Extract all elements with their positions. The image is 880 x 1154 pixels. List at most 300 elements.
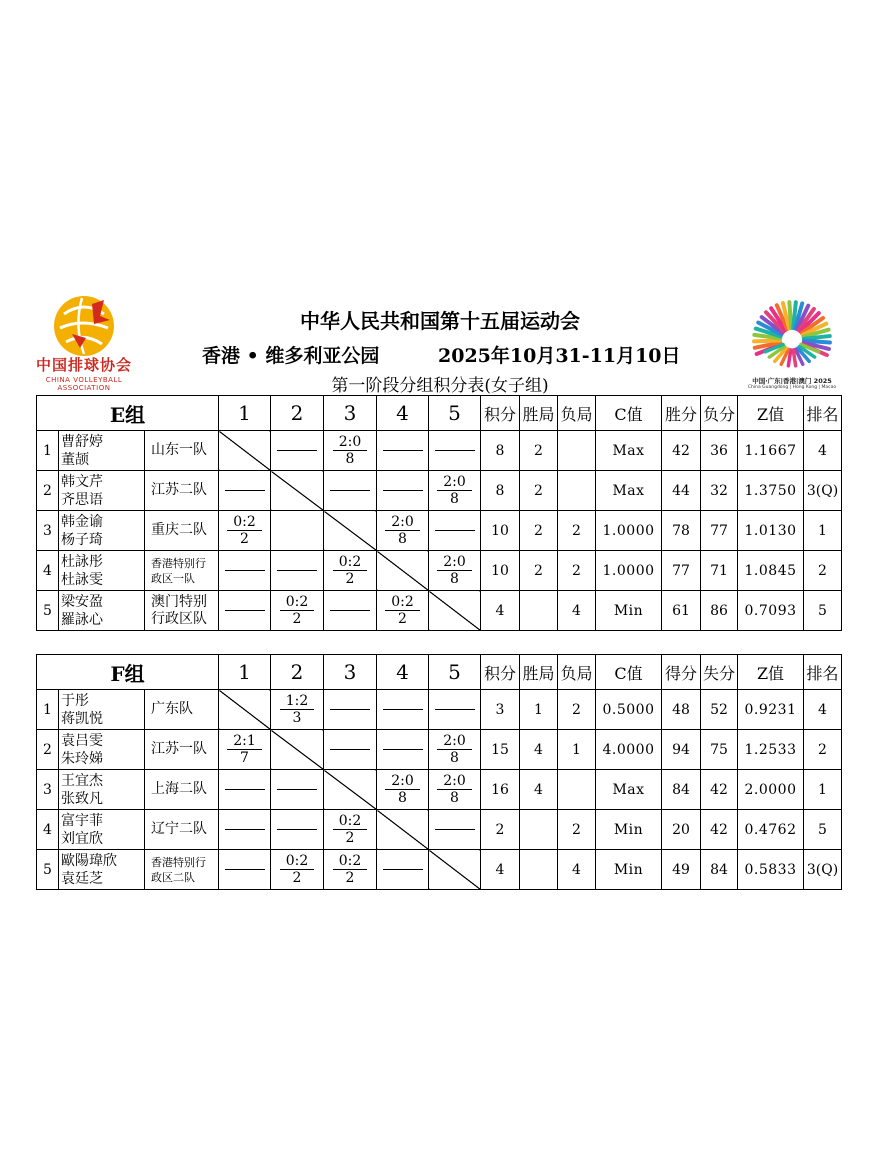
player-names xyxy=(59,730,145,770)
dash-line xyxy=(383,869,423,870)
team-name: 重庆二队 xyxy=(145,511,219,551)
sets-lost-cell: 2 xyxy=(558,810,596,850)
dash-line xyxy=(277,789,317,790)
column-header: Z值 xyxy=(738,396,804,431)
match-points: 8 xyxy=(345,451,355,467)
row-index: 3 xyxy=(37,770,59,810)
points-for-cell: 48 xyxy=(662,690,701,730)
pending-match-cell xyxy=(377,431,429,471)
column-header: 3 xyxy=(324,396,377,431)
match-result-cell xyxy=(429,551,481,591)
match-score: 0:2 xyxy=(280,594,315,611)
match-points: 2 xyxy=(345,571,355,587)
player-name: 梁安盈 xyxy=(61,593,103,610)
player-names xyxy=(59,770,145,810)
column-header: 积分 xyxy=(481,655,520,690)
sets-lost-cell: 2 xyxy=(558,551,596,591)
team-row xyxy=(37,770,842,810)
match-score: 1:2 xyxy=(280,693,315,710)
c-value-cell: Max xyxy=(596,471,662,511)
z-value-cell: 0.4762 xyxy=(738,810,804,850)
match-points: 8 xyxy=(398,790,407,806)
pending-match-cell xyxy=(377,730,429,770)
self-match-cell xyxy=(219,431,271,471)
self-match-cell xyxy=(377,810,429,850)
column-header: 2 xyxy=(271,655,324,690)
points-cell: 10 xyxy=(481,551,520,591)
pending-match-cell xyxy=(429,511,481,551)
pending-match-cell xyxy=(377,471,429,511)
match-result xyxy=(333,853,368,886)
sets-won-cell: 2 xyxy=(520,431,558,471)
dash-line xyxy=(330,490,370,491)
points-against-cell: 42 xyxy=(701,770,738,810)
match-score: 2:0 xyxy=(333,434,368,451)
team-row xyxy=(37,551,842,591)
pending-match-cell xyxy=(324,690,377,730)
z-value-cell: 0.5833 xyxy=(738,850,804,890)
player-names xyxy=(59,551,145,591)
points-for-cell: 20 xyxy=(662,810,701,850)
column-header: 排名 xyxy=(804,396,842,431)
c-value-cell: 4.0000 xyxy=(596,730,662,770)
event-title: 中华人民共和国第十五届运动会 xyxy=(300,309,580,333)
points-against-cell: 52 xyxy=(701,690,738,730)
sets-lost-cell xyxy=(558,431,596,471)
player-name: 羅詠心 xyxy=(61,611,103,628)
points-cell: 16 xyxy=(481,770,520,810)
team-name xyxy=(145,850,219,890)
games-logo-caption: 中国·广东|香港|澳门 2025 xyxy=(752,377,832,385)
match-result-cell xyxy=(219,511,271,551)
column-header: 得分 xyxy=(662,655,701,690)
points-for-cell: 42 xyxy=(662,431,701,471)
points-against-cell: 36 xyxy=(701,431,738,471)
team-row xyxy=(37,511,842,551)
player-name: 曹舒婷 xyxy=(61,433,103,450)
points-cell: 8 xyxy=(481,471,520,511)
column-header: Z值 xyxy=(738,655,804,690)
match-result xyxy=(227,733,262,766)
dash-line xyxy=(277,570,317,571)
row-index: 4 xyxy=(37,810,59,850)
team-name: 江苏一队 xyxy=(145,730,219,770)
points-for-cell: 49 xyxy=(662,850,701,890)
points-for-cell: 61 xyxy=(662,591,701,631)
self-match-cell xyxy=(324,511,377,551)
points-for-cell: 94 xyxy=(662,730,701,770)
match-result-cell xyxy=(429,471,481,511)
match-result xyxy=(437,554,472,587)
sets-won-cell: 1 xyxy=(520,690,558,730)
self-match-cell xyxy=(324,770,377,810)
row-index: 2 xyxy=(37,471,59,511)
points-against-cell: 32 xyxy=(701,471,738,511)
venue: 香港 • 维多利亚公园 xyxy=(202,345,380,367)
match-score: 2:0 xyxy=(437,733,472,750)
team-row xyxy=(37,591,842,631)
match-result-cell xyxy=(429,770,481,810)
table-subtitle: 第一阶段分组积分表(女子组) xyxy=(331,376,549,396)
player-names xyxy=(59,511,145,551)
c-value-cell: Min xyxy=(596,591,662,631)
column-header: 2 xyxy=(271,396,324,431)
match-points: 3 xyxy=(292,710,302,726)
points-against-cell: 84 xyxy=(701,850,738,890)
group-f-table xyxy=(36,654,842,890)
rank-cell: 3(Q) xyxy=(804,850,842,890)
match-result xyxy=(385,514,420,547)
match-score: 2:0 xyxy=(385,514,420,531)
rank-cell: 1 xyxy=(804,770,842,810)
row-index: 1 xyxy=(37,690,59,730)
points-cell: 4 xyxy=(481,850,520,890)
column-header: 失分 xyxy=(701,655,738,690)
z-value-cell: 1.3750 xyxy=(738,471,804,511)
column-header: 3 xyxy=(324,655,377,690)
dash-line xyxy=(383,450,423,451)
self-match-cell xyxy=(219,690,271,730)
points-cell: 10 xyxy=(481,511,520,551)
header-row xyxy=(37,655,842,690)
rank-cell: 2 xyxy=(804,551,842,591)
player-names xyxy=(59,591,145,631)
sets-lost-cell xyxy=(558,471,596,511)
points-against-cell: 71 xyxy=(701,551,738,591)
dash-line xyxy=(435,829,475,830)
match-score: 0:2 xyxy=(227,514,262,531)
rank-cell: 2 xyxy=(804,730,842,770)
row-index: 4 xyxy=(37,551,59,591)
pending-match-cell xyxy=(324,471,377,511)
pending-match-cell xyxy=(324,730,377,770)
column-header: 5 xyxy=(429,396,481,431)
points-against-cell: 42 xyxy=(701,810,738,850)
match-result xyxy=(437,733,472,766)
match-score: 2:0 xyxy=(437,474,472,491)
c-value-cell: Max xyxy=(596,431,662,471)
pending-match-cell xyxy=(271,551,324,591)
match-score: 0:2 xyxy=(333,853,368,870)
points-against-cell: 77 xyxy=(701,511,738,551)
match-points: 8 xyxy=(398,531,407,547)
match-result-cell xyxy=(324,810,377,850)
pending-match-cell xyxy=(219,471,271,511)
dash-line xyxy=(383,749,423,750)
points-against-cell: 86 xyxy=(701,591,738,631)
match-result-cell xyxy=(324,431,377,471)
sets-won-cell: 2 xyxy=(520,471,558,511)
dash-line xyxy=(225,490,265,491)
column-header: 排名 xyxy=(804,655,842,690)
row-index: 3 xyxy=(37,511,59,551)
match-points: 8 xyxy=(450,750,459,766)
team-name-line: 政区一队 xyxy=(151,571,195,585)
player-name: 张致凡 xyxy=(61,790,103,807)
rank-cell: 4 xyxy=(804,690,842,730)
z-value-cell: 0.9231 xyxy=(738,690,804,730)
pending-match-cell xyxy=(377,850,429,890)
column-header: 负局 xyxy=(558,655,596,690)
team-name-line: 行政区队 xyxy=(151,610,207,627)
match-result xyxy=(385,594,420,627)
sets-lost-cell xyxy=(558,770,596,810)
row-index: 5 xyxy=(37,850,59,890)
player-name: 歐陽瑋欣 xyxy=(61,852,117,869)
sets-lost-cell: 1 xyxy=(558,730,596,770)
event-dates: 2025年10月31-11月10日 xyxy=(438,345,681,367)
team-row xyxy=(37,471,842,511)
points-cell: 3 xyxy=(481,690,520,730)
points-for-cell: 78 xyxy=(662,511,701,551)
match-result-cell xyxy=(271,591,324,631)
match-result xyxy=(227,514,262,547)
points-cell: 2 xyxy=(481,810,520,850)
points-for-cell: 77 xyxy=(662,551,701,591)
points-against-cell: 75 xyxy=(701,730,738,770)
match-points: 8 xyxy=(450,790,459,806)
rank-cell: 1 xyxy=(804,511,842,551)
player-name: 富宇菲 xyxy=(61,812,103,829)
match-points: 2 xyxy=(292,611,302,627)
team-name: 广东队 xyxy=(145,690,219,730)
match-result-cell xyxy=(377,511,429,551)
dash-line xyxy=(383,490,423,491)
self-match-cell xyxy=(377,551,429,591)
match-result xyxy=(385,773,420,806)
self-match-cell xyxy=(271,471,324,511)
sets-lost-cell: 2 xyxy=(558,511,596,551)
column-header: 1 xyxy=(219,655,271,690)
rank-cell: 4 xyxy=(804,431,842,471)
match-score: 0:2 xyxy=(280,853,315,870)
sets-lost-cell: 4 xyxy=(558,591,596,631)
rank-cell: 5 xyxy=(804,591,842,631)
row-index: 5 xyxy=(37,591,59,631)
match-points: 2 xyxy=(398,611,407,627)
match-points: 8 xyxy=(450,571,459,587)
pending-match-cell xyxy=(219,551,271,591)
pending-match-cell xyxy=(271,770,324,810)
column-header: 胜局 xyxy=(520,655,558,690)
dash-line xyxy=(383,709,423,710)
dash-line xyxy=(225,869,265,870)
sets-won-cell: 2 xyxy=(520,551,558,591)
player-name: 袁廷芝 xyxy=(61,870,103,887)
self-match-cell xyxy=(429,850,481,890)
match-score: 0:2 xyxy=(333,813,368,830)
match-result-cell xyxy=(429,730,481,770)
team-name: 辽宁二队 xyxy=(145,810,219,850)
match-result xyxy=(437,474,472,507)
z-value-cell: 2.0000 xyxy=(738,770,804,810)
pending-match-cell xyxy=(219,810,271,850)
match-result xyxy=(280,693,315,726)
z-value-cell: 1.1667 xyxy=(738,431,804,471)
self-match-cell xyxy=(429,591,481,631)
row-index: 2 xyxy=(37,730,59,770)
column-header: 胜分 xyxy=(662,396,701,431)
team-name: 山东一队 xyxy=(145,431,219,471)
player-names xyxy=(59,471,145,511)
column-header: 5 xyxy=(429,655,481,690)
dash-line xyxy=(435,530,475,531)
z-value-cell: 0.7093 xyxy=(738,591,804,631)
team-row xyxy=(37,431,842,471)
match-score: 0:2 xyxy=(333,554,368,571)
header-row xyxy=(37,396,842,431)
match-result-cell xyxy=(219,730,271,770)
dash-line xyxy=(225,789,265,790)
match-result xyxy=(437,773,472,806)
player-names xyxy=(59,431,145,471)
team-name-line: 香港特别行 xyxy=(151,556,206,570)
group-name: E组 xyxy=(37,396,219,431)
team-name-line: 澳门特别 xyxy=(151,593,207,610)
player-name: 韩金谕 xyxy=(61,513,103,530)
dash-line xyxy=(225,610,265,611)
match-score: 2:1 xyxy=(227,733,262,750)
team-name xyxy=(145,591,219,631)
match-result xyxy=(280,594,315,627)
dash-line xyxy=(277,829,317,830)
player-name: 于彤 xyxy=(61,692,89,709)
team-name xyxy=(145,551,219,591)
sets-won-cell: 2 xyxy=(520,511,558,551)
c-value-cell: Min xyxy=(596,810,662,850)
team-name-line: 政区二队 xyxy=(151,870,195,884)
dash-line xyxy=(225,570,265,571)
c-value-cell: 1.0000 xyxy=(596,551,662,591)
games-logo-subcaption: China Guangdong | Hong Kong | Macao xyxy=(747,385,837,390)
sets-won-cell: 4 xyxy=(520,730,558,770)
match-result-cell xyxy=(377,591,429,631)
player-name: 杜詠雯 xyxy=(61,571,103,588)
match-points: 2 xyxy=(345,830,355,846)
player-name: 袁吕雯 xyxy=(61,732,103,749)
dash-line xyxy=(277,450,317,451)
column-header: 4 xyxy=(377,655,429,690)
pending-match-cell xyxy=(219,850,271,890)
match-result-cell xyxy=(324,850,377,890)
match-score: 0:2 xyxy=(385,594,420,611)
player-name: 蒋凯悦 xyxy=(61,710,103,727)
pending-match-cell xyxy=(429,690,481,730)
z-value-cell: 1.0130 xyxy=(738,511,804,551)
match-result-cell xyxy=(271,850,324,890)
rank-cell: 5 xyxy=(804,810,842,850)
points-cell: 15 xyxy=(481,730,520,770)
player-name: 齐思语 xyxy=(61,491,103,508)
row-index: 1 xyxy=(37,431,59,471)
dash-line xyxy=(435,709,475,710)
match-points: 7 xyxy=(240,750,249,766)
player-name: 王宜杰 xyxy=(61,772,103,789)
cva-logo-name: 中国排球协会 xyxy=(35,356,132,374)
column-header: C值 xyxy=(596,396,662,431)
column-header: C值 xyxy=(596,655,662,690)
dash-line xyxy=(330,610,370,611)
column-header: 胜局 xyxy=(520,396,558,431)
sets-won-cell: 4 xyxy=(520,770,558,810)
player-names xyxy=(59,850,145,890)
pending-match-cell xyxy=(377,690,429,730)
team-row xyxy=(37,730,842,770)
cva-logo-english: CHINA VOLLEYBALL ASSOCIATION xyxy=(45,376,123,392)
sets-won-cell xyxy=(520,810,558,850)
c-value-cell: Min xyxy=(596,850,662,890)
player-name: 刘宜欣 xyxy=(61,830,103,847)
column-header: 负局 xyxy=(558,396,596,431)
pending-match-cell xyxy=(429,431,481,471)
match-score: 2:0 xyxy=(385,773,420,790)
z-value-cell: 1.2533 xyxy=(738,730,804,770)
pending-match-cell xyxy=(429,810,481,850)
match-result-cell xyxy=(324,551,377,591)
dash-line xyxy=(330,749,370,750)
pending-match-cell xyxy=(219,770,271,810)
team-name-line: 香港特别行 xyxy=(151,855,206,869)
z-value-cell: 1.0845 xyxy=(738,551,804,591)
rank-cell: 3(Q) xyxy=(804,471,842,511)
c-value-cell: 1.0000 xyxy=(596,511,662,551)
dash-line xyxy=(435,450,475,451)
sets-lost-cell: 4 xyxy=(558,850,596,890)
c-value-cell: Max xyxy=(596,770,662,810)
dash-line xyxy=(330,709,370,710)
player-names xyxy=(59,690,145,730)
pending-match-cell xyxy=(271,810,324,850)
match-points: 8 xyxy=(450,491,459,507)
column-header: 负分 xyxy=(701,396,738,431)
player-name: 韩文芹 xyxy=(61,473,103,490)
match-score: 2:0 xyxy=(437,554,472,571)
self-match-cell xyxy=(271,730,324,770)
column-header: 积分 xyxy=(481,396,520,431)
sets-won-cell xyxy=(520,850,558,890)
points-cell: 4 xyxy=(481,591,520,631)
team-row xyxy=(37,850,842,890)
match-points: 2 xyxy=(240,531,249,547)
match-result xyxy=(333,813,368,846)
player-name: 董颉 xyxy=(61,451,89,468)
c-value-cell: 0.5000 xyxy=(596,690,662,730)
points-cell: 8 xyxy=(481,431,520,471)
player-name: 朱玲娣 xyxy=(61,750,103,767)
player-names xyxy=(59,810,145,850)
player-name: 杜詠彤 xyxy=(61,553,103,570)
player-name: 杨子琦 xyxy=(61,531,103,548)
team-row xyxy=(37,810,842,850)
match-points: 2 xyxy=(345,870,355,886)
dash-line xyxy=(225,829,265,830)
points-for-cell: 84 xyxy=(662,770,701,810)
pending-match-cell xyxy=(271,431,324,471)
match-score: 2:0 xyxy=(437,773,472,790)
match-points: 2 xyxy=(292,870,302,886)
match-result xyxy=(333,554,368,587)
team-row xyxy=(37,690,842,730)
empty-match-cell xyxy=(271,511,324,551)
points-for-cell: 44 xyxy=(662,471,701,511)
sets-won-cell xyxy=(520,591,558,631)
team-name: 江苏二队 xyxy=(145,471,219,511)
match-result-cell xyxy=(271,690,324,730)
group-e-table xyxy=(36,395,842,631)
match-result-cell xyxy=(377,770,429,810)
column-header: 1 xyxy=(219,396,271,431)
column-header: 4 xyxy=(377,396,429,431)
